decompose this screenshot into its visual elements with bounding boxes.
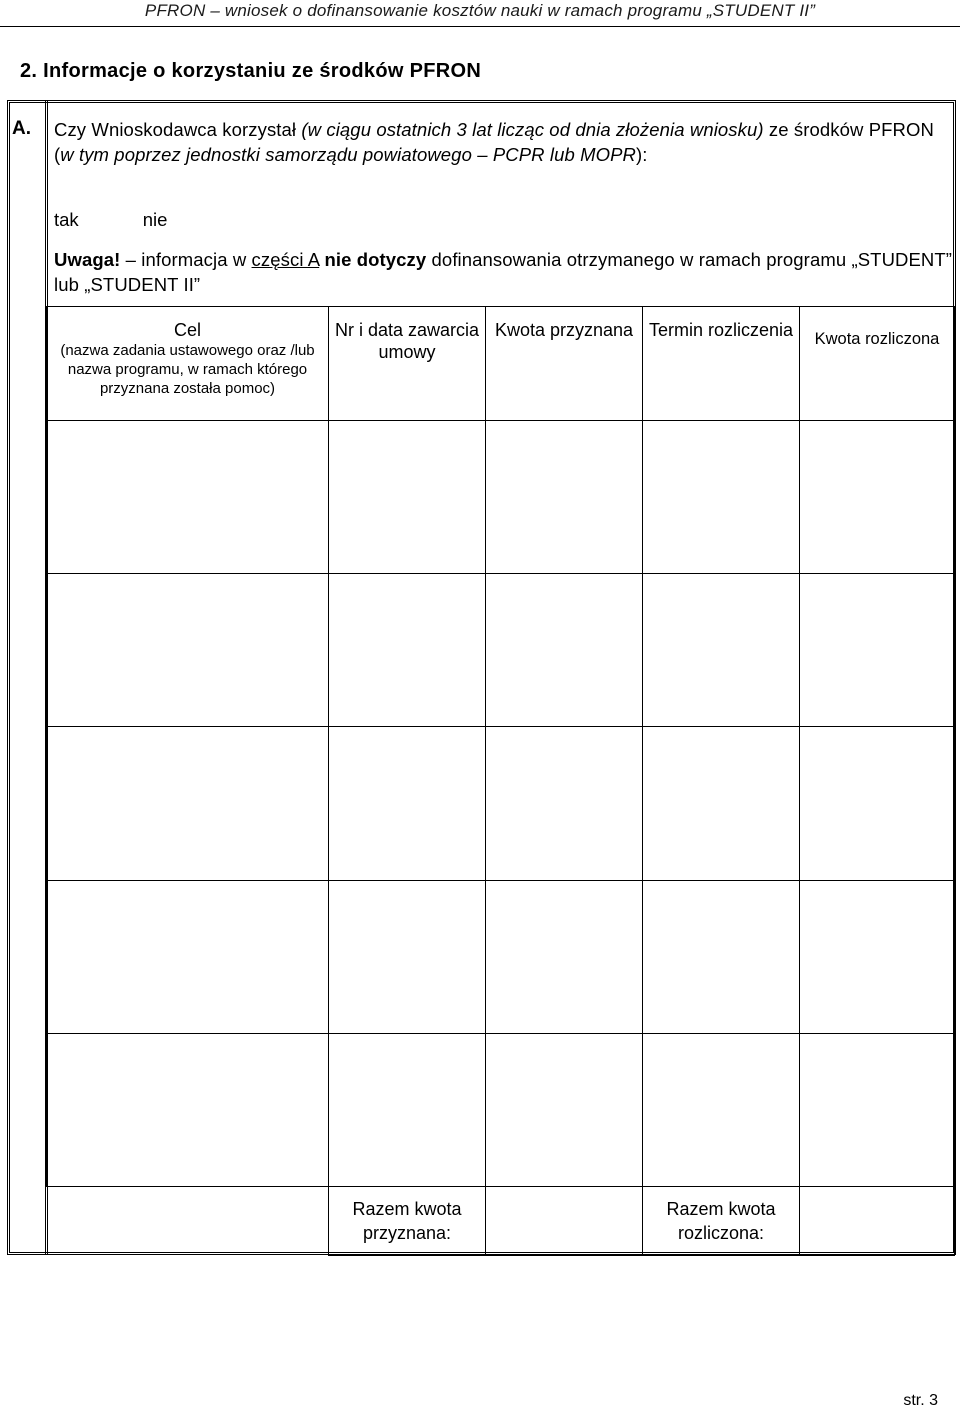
note-label: Uwaga! [54, 249, 121, 270]
col-header-deadline: Termin rozliczenia [643, 307, 800, 421]
table-cell[interactable] [643, 727, 800, 880]
table-row [47, 1033, 955, 1186]
col-header-granted: Kwota przyznana [486, 307, 643, 421]
table-cell[interactable] [800, 1033, 955, 1186]
note-part-1: – informacja w [120, 249, 252, 270]
section-title: 2. Informacje o korzystaniu ze środków PFRON [20, 60, 482, 82]
table-cell[interactable] [643, 421, 800, 574]
table-cell[interactable] [643, 1033, 800, 1186]
question-part-1: Czy Wnioskodawca korzystał [54, 119, 302, 140]
question-part-5: ): [636, 144, 648, 165]
note-part-2: części A [251, 249, 320, 270]
table-cell[interactable] [486, 574, 643, 727]
col-header-settled: Kwota rozliczona [800, 307, 955, 421]
table-row [47, 880, 955, 1033]
table-summary-row [47, 1186, 955, 1255]
table-cell[interactable] [47, 1033, 329, 1186]
document-header: PFRON – wniosek o dofinansowanie kosztów nauki w ramach programu „STUDENT II” [144, 1, 816, 20]
aid-table [46, 306, 955, 1256]
table-cell[interactable] [800, 574, 955, 727]
table-cell[interactable] [486, 880, 643, 1033]
sum-settled-value[interactable] [800, 1186, 955, 1255]
col-header-purpose [47, 307, 329, 421]
table-cell[interactable] [47, 727, 329, 880]
table-header-row [47, 307, 955, 421]
header-rule [0, 26, 960, 27]
table-cell[interactable] [486, 1033, 643, 1186]
table-cell[interactable] [329, 574, 486, 727]
col-header-purpose-title: Cel [173, 320, 201, 340]
table-cell[interactable] [47, 574, 329, 727]
table-cell[interactable] [800, 880, 955, 1033]
question-part-3: ze środków PFRON ( [54, 119, 934, 165]
table-cell[interactable] [643, 574, 800, 727]
table-cell[interactable] [47, 880, 329, 1033]
page-number: str. 3 [903, 1392, 938, 1409]
table-cell[interactable] [643, 880, 800, 1033]
question-part-2: (w ciągu ostatnich 3 lat licząc od dnia złożenia wniosku) [301, 119, 764, 140]
table-cell[interactable] [329, 727, 486, 880]
answer-yes[interactable]: tak [54, 209, 79, 230]
col-header-purpose-sub: (nazwa zadania ustawowego oraz /lub nazwa programu, w ramach którego przyznana została pomoc) [60, 342, 315, 397]
sum-granted-label: Razem kwota przyznana: [329, 1186, 486, 1255]
question-text [54, 117, 954, 167]
answer-no[interactable]: nie [142, 209, 168, 230]
col-header-contract: Nr i data zawarcia umowy [329, 307, 486, 421]
table-row [47, 574, 955, 727]
part-letter: A. [12, 118, 31, 139]
table-cell[interactable] [329, 1033, 486, 1186]
note-part-5: dofinansowania otrzymanego w ramach programu „STUDENT” lub „STUDENT II” [54, 249, 953, 295]
note-text [54, 247, 954, 297]
note-part-4: nie dotyczy [324, 249, 427, 270]
sum-granted-value[interactable] [486, 1186, 643, 1255]
table-row [47, 421, 955, 574]
table-cell[interactable] [47, 421, 329, 574]
table-row [47, 727, 955, 880]
table-cell[interactable] [486, 727, 643, 880]
table-cell[interactable] [329, 421, 486, 574]
answer-options [54, 209, 167, 231]
table-cell[interactable] [329, 880, 486, 1033]
sum-settled-label: Razem kwota rozliczona: [643, 1186, 800, 1255]
table-cell[interactable] [486, 421, 643, 574]
summary-blank [47, 1186, 329, 1255]
table-cell[interactable] [800, 421, 955, 574]
question-part-4: w tym poprzez jednostki samorządu powiatowego – PCPR lub MOPR [60, 144, 636, 165]
table-cell[interactable] [800, 727, 955, 880]
